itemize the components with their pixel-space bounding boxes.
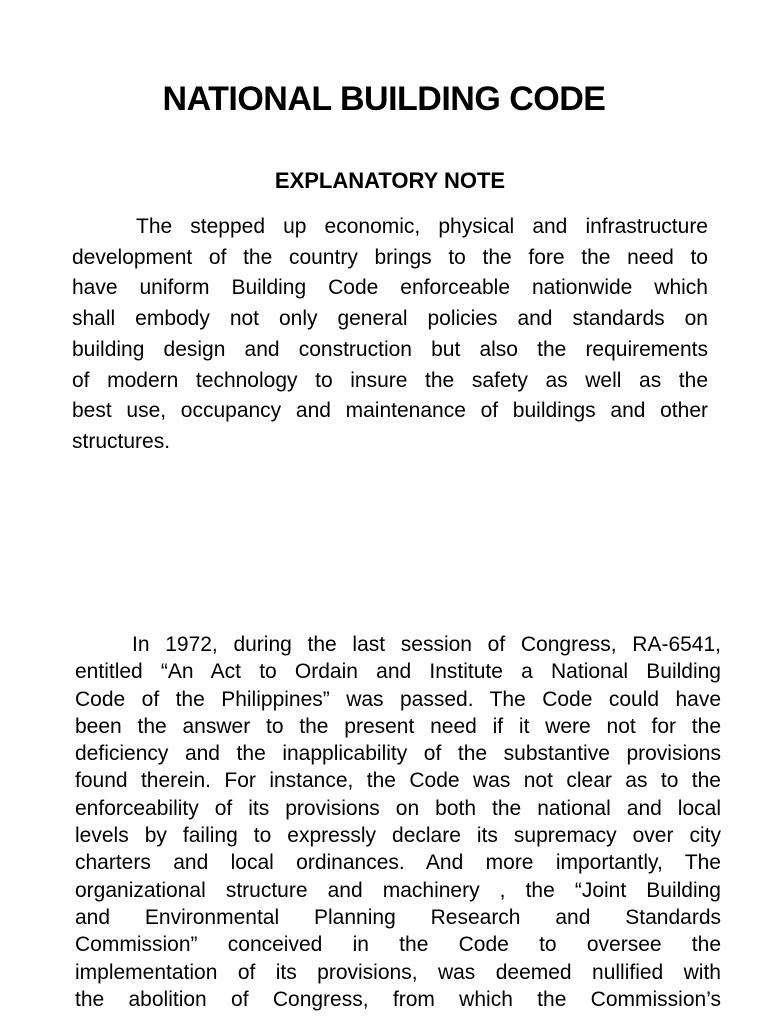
paragraph-2 bbox=[75, 631, 721, 1013]
paragraph-line: The stepped up economic, physical and infrastructure bbox=[136, 215, 708, 238]
paragraph-line: found therein. For instance, the Code was not clear as to the bbox=[75, 769, 721, 793]
paragraph-line: been the answer to the present need if it were not for the bbox=[75, 714, 721, 738]
paragraph-line: shall embody not only general policies and standards on bbox=[72, 307, 708, 331]
paragraph-line: In 1972, during the last session of Congress, RA-6541, bbox=[132, 633, 721, 656]
document-title: NATIONAL BUILDING CODE bbox=[162, 80, 606, 118]
paragraph-line: enforceability of its provisions on both the national and local bbox=[75, 796, 721, 820]
section-heading: EXPLANATORY NOTE bbox=[274, 168, 506, 193]
paragraph-line: organizational structure and machinery , the “Joint Building bbox=[75, 878, 721, 902]
paragraph-line: development of the country brings to the fore the need to bbox=[72, 245, 708, 269]
paragraph-line: implementation of its provisions, was deemed nullified with bbox=[75, 960, 721, 984]
paragraph-line: levels by failing to expressly declare its supremacy over city bbox=[75, 824, 721, 848]
paragraph-line: charters and local ordinances. And more importantly, The bbox=[75, 851, 721, 875]
paragraph-1 bbox=[72, 212, 708, 458]
paragraph-line: Code of the Philippines” was passed. The Code could have bbox=[75, 687, 721, 711]
paragraph-line: best use, occupancy and maintenance of buildings and other bbox=[72, 399, 708, 423]
paragraph-line: building design and construction but also the requirements bbox=[72, 337, 708, 361]
paragraph-line: the abolition of Congress, from which the Commission’s bbox=[75, 987, 721, 1011]
paragraph-line: structures. bbox=[72, 429, 171, 453]
paragraph-line: of modern technology to insure the safety as well as the bbox=[72, 368, 708, 392]
paragraph-line: deficiency and the inapplicability of the substantive provisions bbox=[75, 742, 721, 766]
paragraph-line: Commission” conceived in the Code to oversee the bbox=[75, 933, 721, 957]
paragraph-line: entitled “An Act to Ordain and Institute a National Building bbox=[75, 660, 721, 684]
paragraph-line: and Environmental Planning Research and Standards bbox=[75, 905, 721, 929]
paragraph-line: have uniform Building Code enforceable nationwide which bbox=[72, 276, 708, 300]
